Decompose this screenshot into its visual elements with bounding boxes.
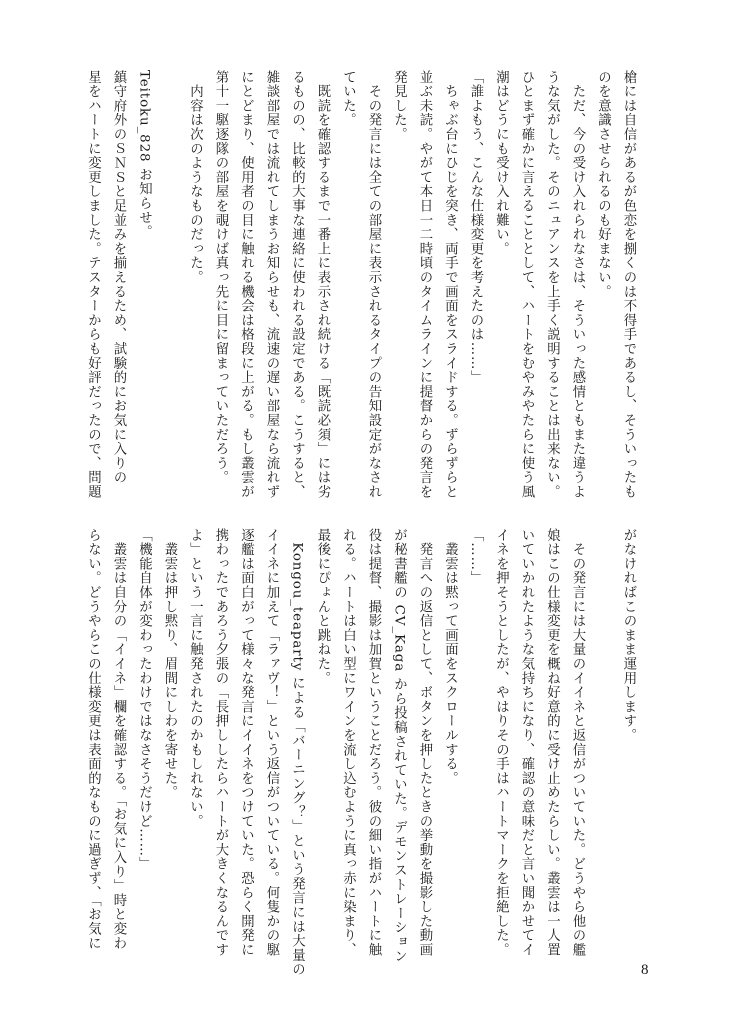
text-line: 星をハートに変更しました。テスターからも好評だったので、問題 [85, 70, 101, 499]
text-line: 発見した。 [391, 70, 407, 142]
text-line: 携わったであろう夕張の「長押ししたらハートが大きくなるんです [213, 528, 228, 957]
text-line: ひとまず確かに言えることとして、ハートをむやみやたらに使う風 [519, 70, 534, 499]
text-line: うな気がした。そのニュアンスを上手く説明することは出来ない。 [544, 70, 560, 499]
text-line: 「誰よもう、こんな仕様変更を考えたのは……」 [468, 70, 483, 385]
text-line: 発言への返信として、ボタンを押したときの挙動を撮影した動画 [417, 528, 432, 957]
text-line: 槍には自信があるが色恋を捌くのは不得手であるし、そういったも [621, 70, 636, 499]
lower-text-block [80, 528, 641, 977]
text-line: その発言には全ての部屋に表示されるタイプの告知設定がなされ [366, 70, 381, 499]
text-line: 叢雲は自分の「イイネ」欄を確認する。「お気に入り」時と変わ [111, 528, 126, 951]
text-line: 第十一駆逐隊の部屋を覗けば真っ先に目に留まっていただろう。 [213, 70, 228, 485]
text-line: のを意識させられるのも好まない。 [595, 70, 611, 299]
text-line: ただ、今の受け入れられなさは、そういった感情ともまた違うよ [570, 70, 585, 499]
text-line: が秘書艦の CV_Kaga から投稿されていた。デモンストレーション [391, 528, 407, 964]
text-line: ていた。 [340, 70, 356, 128]
text-line: ちゃぶ台にひじを突き、両手で画面をスライドする。ずらずらと [442, 70, 458, 499]
text-line: 既読を確認するまで一番上に表示され続ける「既読必須」には劣 [315, 70, 330, 499]
blank-line [157, 70, 183, 500]
text-line: 娘はこの仕様変更を概ね好意的に受け止めたらしい。叢雲は一人置 [544, 528, 560, 957]
upper-text-block [80, 70, 641, 500]
blank-line [590, 528, 616, 958]
text-line: Kongou_teaparty による「バーニング？」という発言には大量の [289, 528, 305, 977]
text-line: イイネに加えて「ラァヴ！」という返信がついている。何隻かの駆 [264, 528, 279, 957]
text-line: イネを押そうとしたが、やはりその手はハートマークを拒絶した。 [493, 528, 509, 957]
text-line: 「機能自体が変わったわけではなさそうだけど……」 [136, 528, 152, 872]
text-line: れる。ハートは白い型にワインを流し込むように真っ赤に染まり、 [340, 528, 356, 957]
text-line: いていかれたような気持ちになり、確認の意味だと言い聞かせてイ [519, 528, 534, 957]
text-line: よ」という一言に触発されたのかもしれない。 [187, 528, 203, 829]
text-line: 潮はどうにも受け入れ難い。 [493, 70, 509, 256]
text-line: 叢雲は黙って画面をスクロールする。 [442, 528, 458, 786]
text-line: にとどまり、使用者の目に触れる機会は格段に上がる。もし叢雲が [238, 70, 254, 499]
text-line: 鎮守府外のＳＮＳと足並みを揃えるため、試験的にお気に入りの [111, 70, 126, 485]
page-number: 8 [641, 962, 649, 978]
text-line: 役は提督、撮影は加賀ということだろう。彼の細い指がハートに触 [366, 528, 381, 957]
text-line: るものの、比較的大事な連絡に使われる設定である。こうすると、 [289, 70, 305, 499]
text-line: その発言には大量のイイネと返信がついていた。どうやら他の艦 [570, 528, 585, 957]
text-line: らない。どうやらこの仕様変更は表面的なものに過ぎず、「お気に [85, 528, 101, 951]
text-line: 最後にぴょんと跳ねた。 [315, 528, 330, 686]
text-line: 叢雲は押し黙り、眉間にしわを寄せた。 [162, 528, 177, 800]
text-line: 内容は次のようなものだった。 [187, 70, 203, 285]
text-line: 並ぶ未読。やがて本日一二時頃のタイムラインに提督からの発言を [417, 70, 432, 499]
text-line: がなければこのまま運用します。 [621, 528, 636, 743]
text-line: Teitoku_828 お知らせ。 [136, 70, 152, 240]
text-line: 逐艦は面白がって様々な発言にイイネをつけていた。恐らく開発に [238, 528, 254, 957]
text-line: 雑談部屋では流れてしまうお知らせも、流速の遅い部屋なら流れず [264, 70, 279, 499]
text-line: 「……」 [468, 528, 483, 586]
